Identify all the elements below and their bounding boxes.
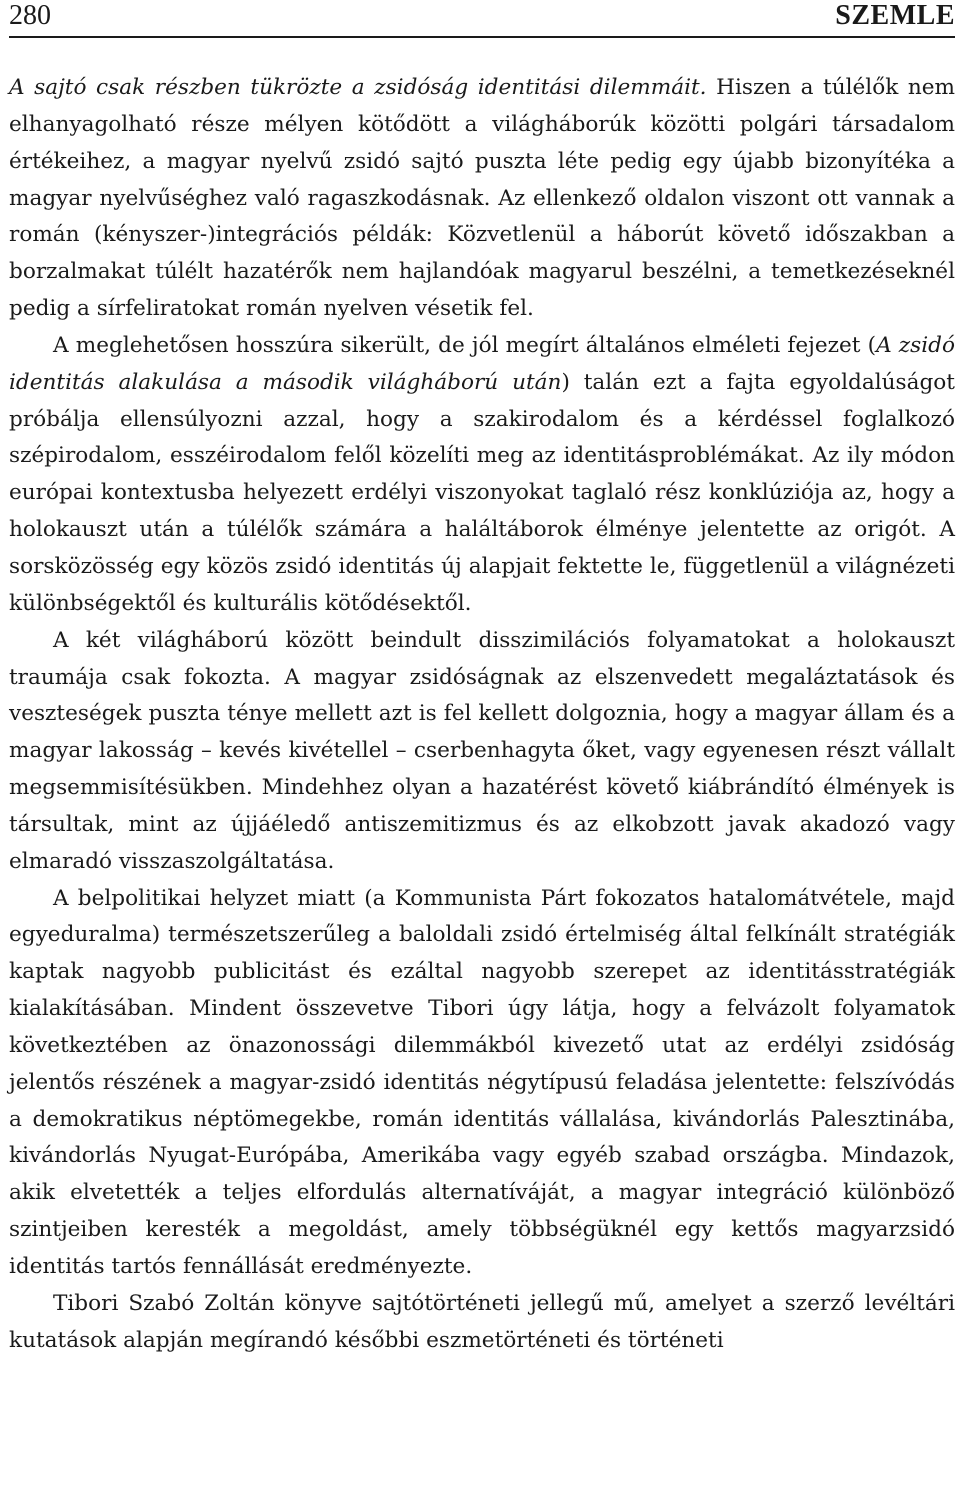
book-page bbox=[9, 0, 955, 1360]
paragraph-1-italic-lead: A sajtó csak részben tükrözte a zsidóság identitási dilemmáit. bbox=[9, 75, 707, 100]
paragraph-2 bbox=[9, 328, 955, 623]
running-header bbox=[9, 0, 955, 38]
paragraph-5: Tibori Szabó Zoltán könyve sajtótörténeti jellegű mű, amelyet a szerző levéltári kutatások alapján megírandó későbbi eszmetörténeti és történeti bbox=[9, 1290, 955, 1353]
paragraph-3: A két világháború között beindult disszimilációs folyamatokat a holokauszt traumája csak fokozta. A magyar zsidóságnak az elszenvedett megaláztatások és veszteségek puszta ténye mellett azt is fel kellett dolgoznia, hogy a magyar állam és a magyar lakosság – kevés kivétellel – cserbenhagyta őket, vagy egyenesen részt vállalt megsemmisítésükben. Mindehhez olyan a hazatérést követő kiábrándító élmények is társultak, mint az újjáéledő antiszemitizmus és az elkobzott javak akadozó vagy elmaradó visszaszolgáltatása. bbox=[9, 627, 955, 874]
paragraph-1-text: Hiszen a túlélők nem elhanyagolható része mélyen kötődött a világháborúk közötti polgári társadalom értékeihez, a magyar nyelvű zsidó sajtó puszta léte pedig egy újabb bizonyítéka a magyar nyelvűséghez való ragaszkodásnak. Az ellenkező oldalon viszont ott vannak a román (kényszer-)integrációs példák: Közvetlenül a háborút követő időszakban a borzalmakat túlélt hazatérők nem hajlandóak magyarul beszélni, a temetkezéseknél pedig a sírfeliratokat román nyelven vésetik fel. bbox=[9, 75, 956, 322]
paragraph-1 bbox=[9, 70, 955, 328]
paragraph-4: A belpolitikai helyzet miatt (a Kommunista Párt fokozatos hatalomátvétele, majd egyeduralma) természetszerűleg a baloldali zsidó értelmiség által felkínált stratégiák kaptak nagyobb publicitást és ezáltal nagyobb szerepet az identitásstratégiák kialakításában. Mindent összevetve Tibori úgy látja, hogy a felvázolt folyamatok következtében az önazonossági dilemmákból kivezető utat az erdélyi zsidóság jelentős részének a magyar-zsidó identitás négytípusú feladása jelentette: felszívódás a demokratikus néptömegekbe, román identitás vállalása, kivándorlás Palesztinába, kivándorlás Nyugat-Európába, Amerikába vagy egyéb szabad országba. Mindazok, akik elvetették a teljes elfordulás alternatíváját, a magyar integráció különböző szintjeiben keresték a megoldást, amely többségüknél egy kettős magyarzsidó identitás tartós fennállását eredményezte. bbox=[9, 885, 955, 1279]
section-title: SZEMLE bbox=[835, 0, 955, 31]
paragraph-2-text-after: ) talán ezt a fajta egyoldalúságot próbálja ellensúlyozni azzal, hogy a szakirodalom és a kérdéssel foglalkozó szépirodalom, esszéirodalom felől közelíti meg az identitásproblémákat. Az ily módon európai kontextusba helyezett erdélyi viszonyokat taglaló rész konklúziója az, hogy a holokauszt után a túlélők számára a haláltáborok élménye jelentette az origót. A sorsközösség egy közös zsidó identitás új alapjait fektette le, függetlenül a világnézeti különbségektől és kulturális kötődésektől. bbox=[9, 369, 955, 616]
chapter-title-reference: A zsidó identitás alakulása a második világháború után bbox=[9, 332, 955, 395]
paragraph-2-text-before: A meglehetősen hosszúra sikerült, de jól megírt általános elméleti fejezet ( bbox=[53, 332, 877, 358]
page-number: 280 bbox=[9, 0, 51, 31]
body-text bbox=[9, 70, 955, 1360]
